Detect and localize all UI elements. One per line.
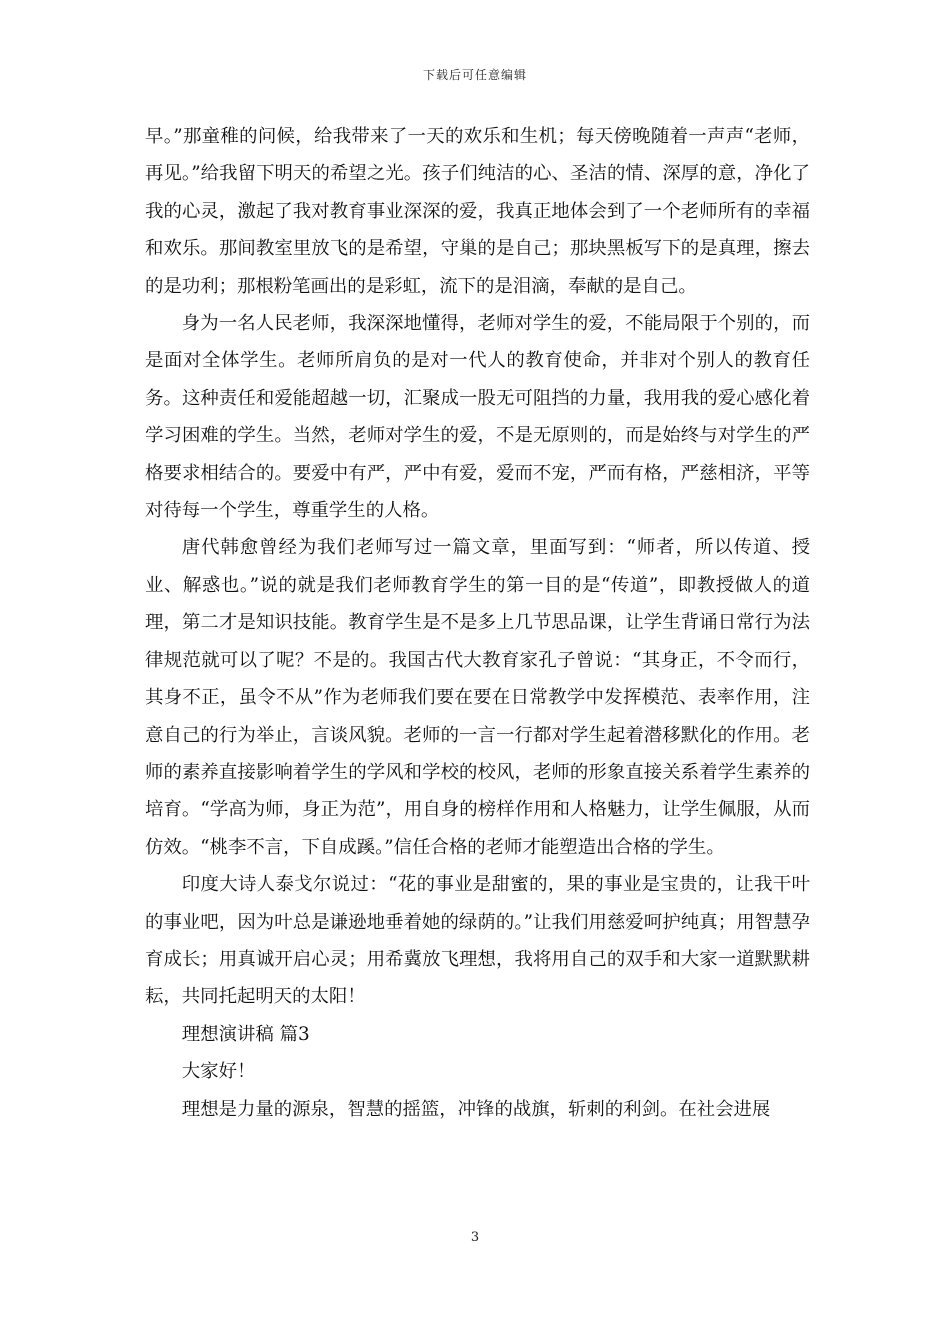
document-body <box>145 118 810 1128</box>
paragraph: 早。”那童稚的问候，给我带来了一天的欢乐和生机；每天傍晚随着一声声“老师，再见。”给我留下明天的希望之光。孩子们纯洁的心、圣洁的情、深厚的意，净化了我的心灵，激起了我对教育事业深深的爱，我真正地体会到了一个老师所有的幸福和欢乐。那间教室里放飞的是希望，守巢的是自己；那块黑板写下的是真理，擦去的是功利；那根粉笔画出的是彩虹，流下的是泪滴，奉献的是自己。 <box>145 126 810 297</box>
paragraph: 唐代韩愈曾经为我们老师写过一篇文章，里面写到：“师者，所以传道、授业、解惑也。”说的就是我们老师教育学生的第一目的是“传道”，即教授做人的道理，第二才是知识技能。教育学生是不是多上几节思品课，让学生背诵日常行为法律规范就可以了呢？不是的。我国古代大教育家孔子曾说：“其身正，不令而行，其身不正，虽令不从”作为老师我们要在要在日常教学中发挥模范、表率作用，注意自己的行为举止，言谈风貌。老师的一言一行都对学生起着潜移默化的作用。老师的素养直接影响着学生的学风和学校的校风，老师的形象直接关系着学生素养的培育。“学高为师，身正为范”，用自身的榜样作用和人格魅力，让学生佩服，从而仿效。“桃李不言，下自成蹊。”信任合格的老师才能塑造出合格的学生。 <box>145 537 810 858</box>
page-number: 3 <box>470 1230 480 1245</box>
paragraph: 印度大诗人泰戈尔说过：“花的事业是甜蜜的，果的事业是宝贵的，让我干叶的事业吧，因为叶总是谦逊地垂着她的绿荫的。”让我们用慈爱呵护纯真；用智慧孕育成长；用真诚开启心灵；用希冀放飞理想，我将用自己的双手和大家一道默默耕耘，共同托起明天的太阳！ <box>145 874 810 1008</box>
paragraph: 身为一名人民老师，我深深地懂得，老师对学生的爱，不能局限于个别的，而是面对全体学生。老师所肩负的是对一代人的教育使命，并非对个别人的教育任务。这种责任和爱能超越一切，汇聚成一股无可阻挡的力量，我用我的爱心感化着学习困难的学生。当然，老师对学生的爱，不是无原则的，而是始终与对学生的严格要求相结合的。要爱中有严，严中有爱，爱而不宠，严而有格，严慈相济，平等对待每一个学生，尊重学生的人格。 <box>145 313 810 522</box>
paragraph: 理想是力量的源泉，智慧的摇篮，冲锋的战旗，斩刺的利剑。在社会进展 <box>181 1098 771 1120</box>
greeting: 大家好！ <box>181 1061 256 1083</box>
section-heading: 理想演讲稿 篇3 <box>181 1023 310 1045</box>
page-header: 下载后可任意编辑 <box>422 68 527 82</box>
